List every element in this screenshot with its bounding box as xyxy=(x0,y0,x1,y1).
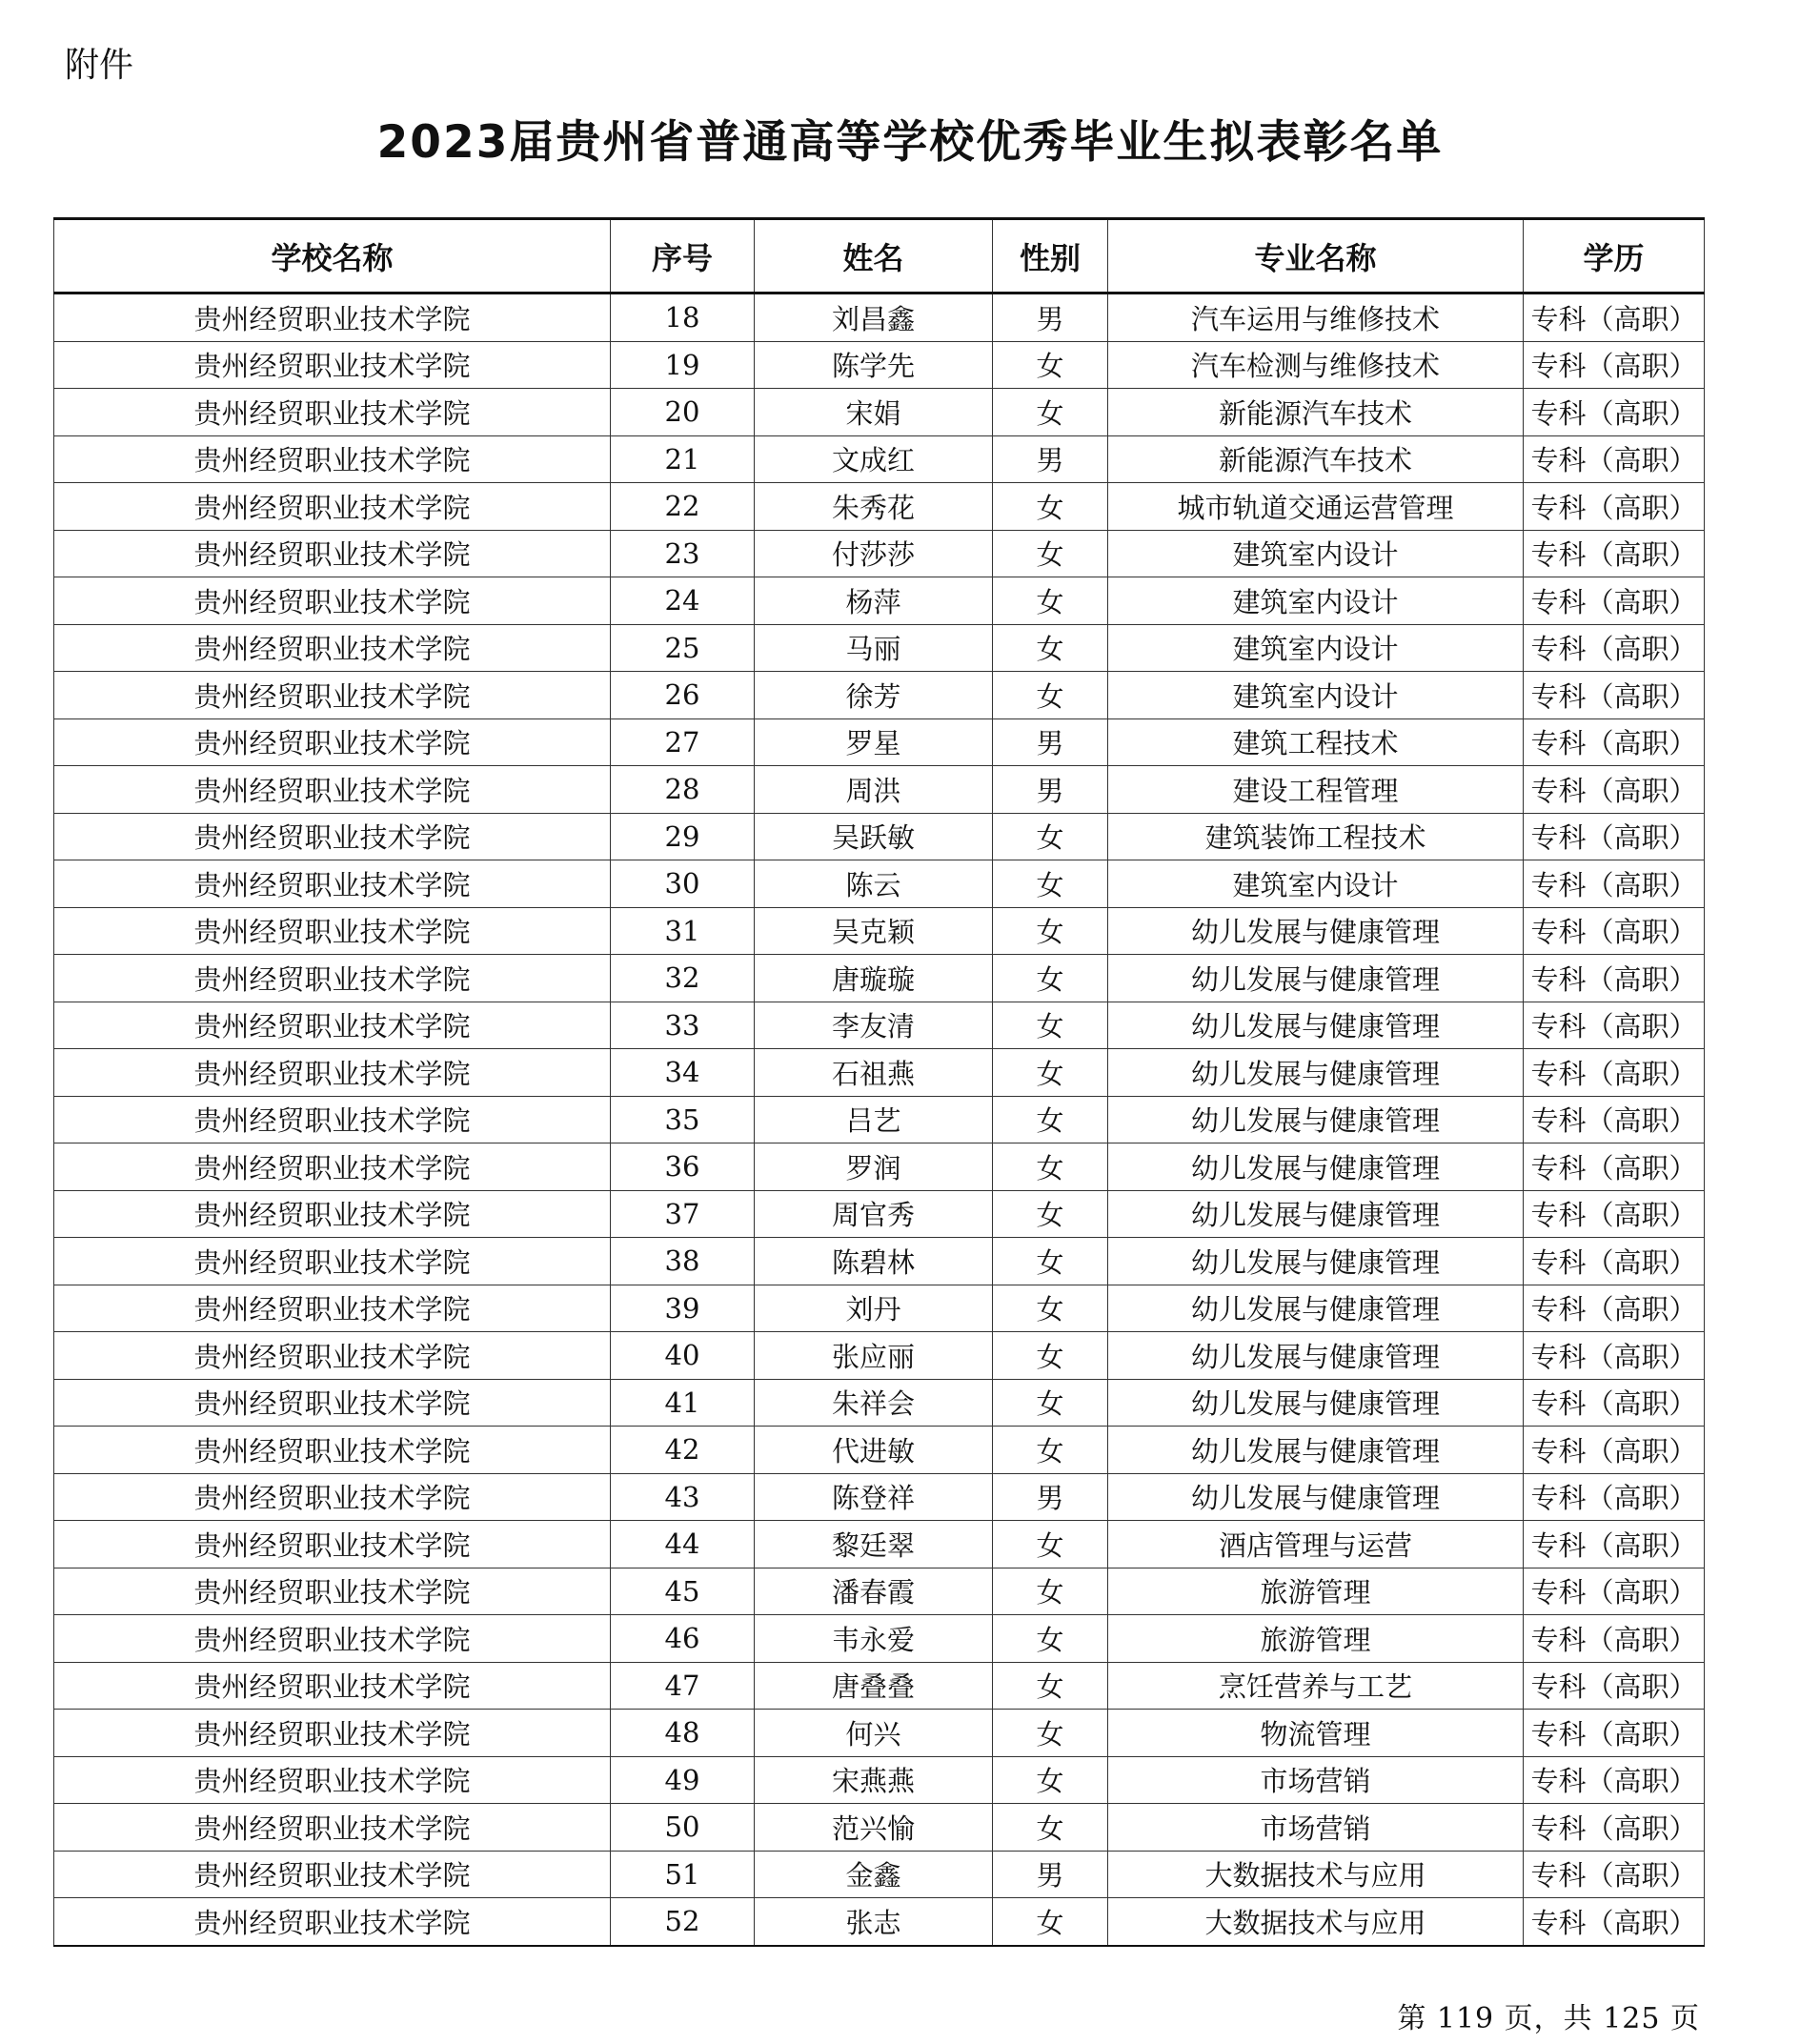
cell-gender: 女 xyxy=(993,860,1108,908)
table-row xyxy=(54,1096,1705,1143)
cell-number: 18 xyxy=(611,293,755,342)
table-row xyxy=(54,1190,1705,1238)
cell-number: 29 xyxy=(611,813,755,860)
cell-number: 37 xyxy=(611,1190,755,1238)
cell-education: 专科（高职） xyxy=(1524,389,1705,436)
table-row xyxy=(54,672,1705,719)
cell-gender: 女 xyxy=(993,1049,1108,1097)
cell-education: 专科（高职） xyxy=(1524,907,1705,955)
table-row xyxy=(54,1143,1705,1191)
cell-education: 专科（高职） xyxy=(1524,435,1705,483)
cell-major: 幼儿发展与健康管理 xyxy=(1108,955,1524,1002)
cell-school: 贵州经贸职业技术学院 xyxy=(54,389,611,436)
cell-school: 贵州经贸职业技术学院 xyxy=(54,1804,611,1852)
column-header-major: 专业名称 xyxy=(1108,219,1524,293)
cell-major: 新能源汽车技术 xyxy=(1108,435,1524,483)
cell-number: 26 xyxy=(611,672,755,719)
cell-name: 罗星 xyxy=(755,718,993,766)
cell-school: 贵州经贸职业技术学院 xyxy=(54,435,611,483)
cell-gender: 女 xyxy=(993,672,1108,719)
cell-name: 范兴愉 xyxy=(755,1804,993,1852)
cell-number: 46 xyxy=(611,1615,755,1663)
cell-name: 石祖燕 xyxy=(755,1049,993,1097)
cell-major: 建筑室内设计 xyxy=(1108,577,1524,625)
table-row xyxy=(54,1662,1705,1710)
cell-education: 专科（高职） xyxy=(1524,1096,1705,1143)
table-row xyxy=(54,624,1705,672)
cell-name: 付莎莎 xyxy=(755,530,993,577)
cell-gender: 女 xyxy=(993,577,1108,625)
cell-major: 建设工程管理 xyxy=(1108,766,1524,814)
cell-school: 贵州经贸职业技术学院 xyxy=(54,1190,611,1238)
cell-education: 专科（高职） xyxy=(1524,1521,1705,1568)
cell-number: 30 xyxy=(611,860,755,908)
cell-gender: 女 xyxy=(993,1285,1108,1332)
table-row xyxy=(54,1521,1705,1568)
cell-gender: 女 xyxy=(993,624,1108,672)
cell-education: 专科（高职） xyxy=(1524,1143,1705,1191)
cell-gender: 女 xyxy=(993,1710,1108,1757)
column-header-education: 学历 xyxy=(1524,219,1705,293)
cell-name: 马丽 xyxy=(755,624,993,672)
cell-gender: 男 xyxy=(993,766,1108,814)
table-row xyxy=(54,1851,1705,1898)
cell-major: 幼儿发展与健康管理 xyxy=(1108,1285,1524,1332)
cell-number: 51 xyxy=(611,1851,755,1898)
cell-education: 专科（高职） xyxy=(1524,1851,1705,1898)
cell-number: 35 xyxy=(611,1096,755,1143)
table-row xyxy=(54,483,1705,531)
cell-name: 陈碧林 xyxy=(755,1238,993,1285)
cell-school: 贵州经贸职业技术学院 xyxy=(54,1898,611,1946)
cell-name: 陈登祥 xyxy=(755,1473,993,1521)
honoree-table xyxy=(53,217,1705,1947)
cell-school: 贵州经贸职业技术学院 xyxy=(54,577,611,625)
cell-number: 49 xyxy=(611,1756,755,1804)
cell-school: 贵州经贸职业技术学院 xyxy=(54,341,611,389)
cell-major: 幼儿发展与健康管理 xyxy=(1108,907,1524,955)
cell-education: 专科（高职） xyxy=(1524,624,1705,672)
cell-number: 36 xyxy=(611,1143,755,1191)
cell-education: 专科（高职） xyxy=(1524,813,1705,860)
table-row xyxy=(54,1427,1705,1474)
cell-education: 专科（高职） xyxy=(1524,530,1705,577)
cell-school: 贵州经贸职业技术学院 xyxy=(54,955,611,1002)
cell-school: 贵州经贸职业技术学院 xyxy=(54,860,611,908)
cell-major: 城市轨道交通运营管理 xyxy=(1108,483,1524,531)
cell-number: 24 xyxy=(611,577,755,625)
cell-number: 45 xyxy=(611,1568,755,1615)
cell-name: 周官秀 xyxy=(755,1190,993,1238)
cell-school: 贵州经贸职业技术学院 xyxy=(54,1662,611,1710)
column-header-number: 序号 xyxy=(611,219,755,293)
cell-number: 48 xyxy=(611,1710,755,1757)
cell-education: 专科（高职） xyxy=(1524,483,1705,531)
cell-school: 贵州经贸职业技术学院 xyxy=(54,1143,611,1191)
cell-major: 幼儿发展与健康管理 xyxy=(1108,1096,1524,1143)
cell-major: 市场营销 xyxy=(1108,1756,1524,1804)
cell-name: 唐璇璇 xyxy=(755,955,993,1002)
table-row xyxy=(54,955,1705,1002)
table-row xyxy=(54,1756,1705,1804)
cell-gender: 女 xyxy=(993,1898,1108,1946)
cell-major: 幼儿发展与健康管理 xyxy=(1108,1049,1524,1097)
cell-major: 建筑工程技术 xyxy=(1108,718,1524,766)
cell-number: 44 xyxy=(611,1521,755,1568)
cell-major: 大数据技术与应用 xyxy=(1108,1898,1524,1946)
table-row xyxy=(54,435,1705,483)
cell-number: 27 xyxy=(611,718,755,766)
cell-major: 烹饪营养与工艺 xyxy=(1108,1662,1524,1710)
cell-name: 文成红 xyxy=(755,435,993,483)
cell-education: 专科（高职） xyxy=(1524,1710,1705,1757)
cell-school: 贵州经贸职业技术学院 xyxy=(54,1615,611,1663)
column-header-school: 学校名称 xyxy=(54,219,611,293)
cell-major: 汽车运用与维修技术 xyxy=(1108,293,1524,342)
cell-major: 旅游管理 xyxy=(1108,1615,1524,1663)
cell-name: 唐叠叠 xyxy=(755,1662,993,1710)
cell-school: 贵州经贸职业技术学院 xyxy=(54,813,611,860)
page-number: 第 119 页，共 125 页 xyxy=(1397,2002,1700,2035)
cell-school: 贵州经贸职业技术学院 xyxy=(54,1473,611,1521)
table-row xyxy=(54,1238,1705,1285)
cell-gender: 女 xyxy=(993,530,1108,577)
cell-number: 50 xyxy=(611,1804,755,1852)
cell-gender: 男 xyxy=(993,293,1108,342)
cell-number: 19 xyxy=(611,341,755,389)
cell-education: 专科（高职） xyxy=(1524,1379,1705,1427)
cell-major: 幼儿发展与健康管理 xyxy=(1108,1473,1524,1521)
cell-number: 43 xyxy=(611,1473,755,1521)
cell-name: 张志 xyxy=(755,1898,993,1946)
document-title: 2023届贵州省普通高等学校优秀毕业生拟表彰名单 xyxy=(376,116,1444,169)
cell-education: 专科（高职） xyxy=(1524,766,1705,814)
table-row xyxy=(54,530,1705,577)
cell-number: 40 xyxy=(611,1332,755,1380)
cell-major: 建筑室内设计 xyxy=(1108,860,1524,908)
cell-school: 贵州经贸职业技术学院 xyxy=(54,907,611,955)
cell-education: 专科（高职） xyxy=(1524,577,1705,625)
cell-gender: 女 xyxy=(993,341,1108,389)
table-row xyxy=(54,389,1705,436)
table-row xyxy=(54,293,1705,342)
table-row xyxy=(54,766,1705,814)
cell-school: 贵州经贸职业技术学院 xyxy=(54,483,611,531)
cell-major: 汽车检测与维修技术 xyxy=(1108,341,1524,389)
cell-gender: 女 xyxy=(993,1002,1108,1049)
cell-number: 32 xyxy=(611,955,755,1002)
column-header-gender: 性别 xyxy=(993,219,1108,293)
cell-gender: 女 xyxy=(993,389,1108,436)
cell-major: 建筑室内设计 xyxy=(1108,530,1524,577)
cell-gender: 女 xyxy=(993,1804,1108,1852)
cell-number: 33 xyxy=(611,1002,755,1049)
cell-education: 专科（高职） xyxy=(1524,718,1705,766)
cell-name: 吕艺 xyxy=(755,1096,993,1143)
cell-education: 专科（高职） xyxy=(1524,341,1705,389)
cell-school: 贵州经贸职业技术学院 xyxy=(54,1521,611,1568)
cell-name: 朱祥会 xyxy=(755,1379,993,1427)
cell-gender: 女 xyxy=(993,1615,1108,1663)
table-row xyxy=(54,1002,1705,1049)
cell-name: 潘春霞 xyxy=(755,1568,993,1615)
cell-education: 专科（高职） xyxy=(1524,1238,1705,1285)
table-row xyxy=(54,1473,1705,1521)
cell-name: 金鑫 xyxy=(755,1851,993,1898)
cell-number: 39 xyxy=(611,1285,755,1332)
cell-school: 贵州经贸职业技术学院 xyxy=(54,766,611,814)
table-row xyxy=(54,1615,1705,1663)
cell-school: 贵州经贸职业技术学院 xyxy=(54,1379,611,1427)
cell-education: 专科（高职） xyxy=(1524,1568,1705,1615)
cell-number: 25 xyxy=(611,624,755,672)
cell-education: 专科（高职） xyxy=(1524,1898,1705,1946)
cell-education: 专科（高职） xyxy=(1524,672,1705,719)
cell-gender: 女 xyxy=(993,1143,1108,1191)
cell-name: 宋娟 xyxy=(755,389,993,436)
cell-name: 周洪 xyxy=(755,766,993,814)
cell-gender: 女 xyxy=(993,1190,1108,1238)
cell-gender: 女 xyxy=(993,1096,1108,1143)
cell-gender: 男 xyxy=(993,1473,1108,1521)
cell-school: 贵州经贸职业技术学院 xyxy=(54,1285,611,1332)
table-row xyxy=(54,1898,1705,1946)
cell-gender: 女 xyxy=(993,955,1108,1002)
table-row xyxy=(54,1332,1705,1380)
cell-education: 专科（高职） xyxy=(1524,293,1705,342)
cell-name: 杨萍 xyxy=(755,577,993,625)
cell-school: 贵州经贸职业技术学院 xyxy=(54,530,611,577)
cell-education: 专科（高职） xyxy=(1524,1190,1705,1238)
cell-number: 52 xyxy=(611,1898,755,1946)
cell-number: 47 xyxy=(611,1662,755,1710)
cell-school: 贵州经贸职业技术学院 xyxy=(54,1096,611,1143)
cell-education: 专科（高职） xyxy=(1524,1427,1705,1474)
table-row xyxy=(54,813,1705,860)
cell-name: 宋燕燕 xyxy=(755,1756,993,1804)
cell-number: 38 xyxy=(611,1238,755,1285)
cell-gender: 女 xyxy=(993,1379,1108,1427)
cell-gender: 男 xyxy=(993,435,1108,483)
cell-name: 代进敏 xyxy=(755,1427,993,1474)
cell-name: 吴跃敏 xyxy=(755,813,993,860)
cell-major: 建筑室内设计 xyxy=(1108,624,1524,672)
header-row xyxy=(54,219,1705,293)
cell-school: 贵州经贸职业技术学院 xyxy=(54,718,611,766)
cell-name: 李友清 xyxy=(755,1002,993,1049)
cell-major: 幼儿发展与健康管理 xyxy=(1108,1238,1524,1285)
cell-major: 幼儿发展与健康管理 xyxy=(1108,1427,1524,1474)
table-row xyxy=(54,1804,1705,1852)
table-row xyxy=(54,907,1705,955)
table-row xyxy=(54,577,1705,625)
cell-number: 41 xyxy=(611,1379,755,1427)
cell-major: 旅游管理 xyxy=(1108,1568,1524,1615)
table-row xyxy=(54,718,1705,766)
cell-gender: 女 xyxy=(993,1568,1108,1615)
table-row xyxy=(54,860,1705,908)
cell-gender: 女 xyxy=(993,1662,1108,1710)
cell-name: 陈云 xyxy=(755,860,993,908)
cell-gender: 女 xyxy=(993,907,1108,955)
cell-education: 专科（高职） xyxy=(1524,1756,1705,1804)
cell-number: 23 xyxy=(611,530,755,577)
table-row xyxy=(54,1285,1705,1332)
cell-name: 黎廷翠 xyxy=(755,1521,993,1568)
cell-school: 贵州经贸职业技术学院 xyxy=(54,1049,611,1097)
cell-major: 幼儿发展与健康管理 xyxy=(1108,1379,1524,1427)
cell-name: 陈学先 xyxy=(755,341,993,389)
cell-major: 建筑装饰工程技术 xyxy=(1108,813,1524,860)
cell-number: 21 xyxy=(611,435,755,483)
cell-name: 吴克颖 xyxy=(755,907,993,955)
cell-education: 专科（高职） xyxy=(1524,1662,1705,1710)
table-row xyxy=(54,341,1705,389)
cell-number: 28 xyxy=(611,766,755,814)
cell-major: 市场营销 xyxy=(1108,1804,1524,1852)
cell-name: 韦永爱 xyxy=(755,1615,993,1663)
cell-number: 20 xyxy=(611,389,755,436)
cell-major: 新能源汽车技术 xyxy=(1108,389,1524,436)
cell-number: 34 xyxy=(611,1049,755,1097)
cell-major: 酒店管理与运营 xyxy=(1108,1521,1524,1568)
cell-school: 贵州经贸职业技术学院 xyxy=(54,1427,611,1474)
cell-name: 张应丽 xyxy=(755,1332,993,1380)
cell-gender: 女 xyxy=(993,1427,1108,1474)
attachment-label: 附件 xyxy=(65,46,134,85)
cell-major: 幼儿发展与健康管理 xyxy=(1108,1332,1524,1380)
cell-education: 专科（高职） xyxy=(1524,1332,1705,1380)
cell-major: 幼儿发展与健康管理 xyxy=(1108,1143,1524,1191)
cell-major: 物流管理 xyxy=(1108,1710,1524,1757)
table-row xyxy=(54,1568,1705,1615)
cell-education: 专科（高职） xyxy=(1524,1049,1705,1097)
cell-major: 幼儿发展与健康管理 xyxy=(1108,1190,1524,1238)
cell-education: 专科（高职） xyxy=(1524,860,1705,908)
cell-school: 贵州经贸职业技术学院 xyxy=(54,1332,611,1380)
table-body xyxy=(54,293,1705,1946)
cell-school: 贵州经贸职业技术学院 xyxy=(54,1238,611,1285)
cell-number: 22 xyxy=(611,483,755,531)
cell-education: 专科（高职） xyxy=(1524,1002,1705,1049)
cell-major: 大数据技术与应用 xyxy=(1108,1851,1524,1898)
cell-education: 专科（高职） xyxy=(1524,1804,1705,1852)
cell-name: 罗润 xyxy=(755,1143,993,1191)
cell-school: 贵州经贸职业技术学院 xyxy=(54,672,611,719)
cell-major: 建筑室内设计 xyxy=(1108,672,1524,719)
cell-school: 贵州经贸职业技术学院 xyxy=(54,1568,611,1615)
cell-gender: 女 xyxy=(993,1756,1108,1804)
cell-name: 朱秀花 xyxy=(755,483,993,531)
table-header xyxy=(54,219,1705,293)
cell-gender: 女 xyxy=(993,813,1108,860)
cell-gender: 女 xyxy=(993,1238,1108,1285)
cell-major: 幼儿发展与健康管理 xyxy=(1108,1002,1524,1049)
cell-gender: 男 xyxy=(993,1851,1108,1898)
cell-gender: 女 xyxy=(993,1521,1108,1568)
cell-gender: 女 xyxy=(993,483,1108,531)
cell-school: 贵州经贸职业技术学院 xyxy=(54,293,611,342)
cell-gender: 女 xyxy=(993,1332,1108,1380)
cell-education: 专科（高职） xyxy=(1524,955,1705,1002)
cell-name: 刘丹 xyxy=(755,1285,993,1332)
cell-gender: 男 xyxy=(993,718,1108,766)
cell-education: 专科（高职） xyxy=(1524,1285,1705,1332)
cell-school: 贵州经贸职业技术学院 xyxy=(54,624,611,672)
cell-education: 专科（高职） xyxy=(1524,1473,1705,1521)
cell-school: 贵州经贸职业技术学院 xyxy=(54,1756,611,1804)
table-row xyxy=(54,1710,1705,1757)
cell-school: 贵州经贸职业技术学院 xyxy=(54,1851,611,1898)
cell-school: 贵州经贸职业技术学院 xyxy=(54,1002,611,1049)
table-row xyxy=(54,1379,1705,1427)
cell-number: 42 xyxy=(611,1427,755,1474)
table-row xyxy=(54,1049,1705,1097)
column-header-name: 姓名 xyxy=(755,219,993,293)
cell-school: 贵州经贸职业技术学院 xyxy=(54,1710,611,1757)
cell-name: 徐芳 xyxy=(755,672,993,719)
cell-name: 刘昌鑫 xyxy=(755,293,993,342)
cell-name: 何兴 xyxy=(755,1710,993,1757)
cell-number: 31 xyxy=(611,907,755,955)
cell-education: 专科（高职） xyxy=(1524,1615,1705,1663)
